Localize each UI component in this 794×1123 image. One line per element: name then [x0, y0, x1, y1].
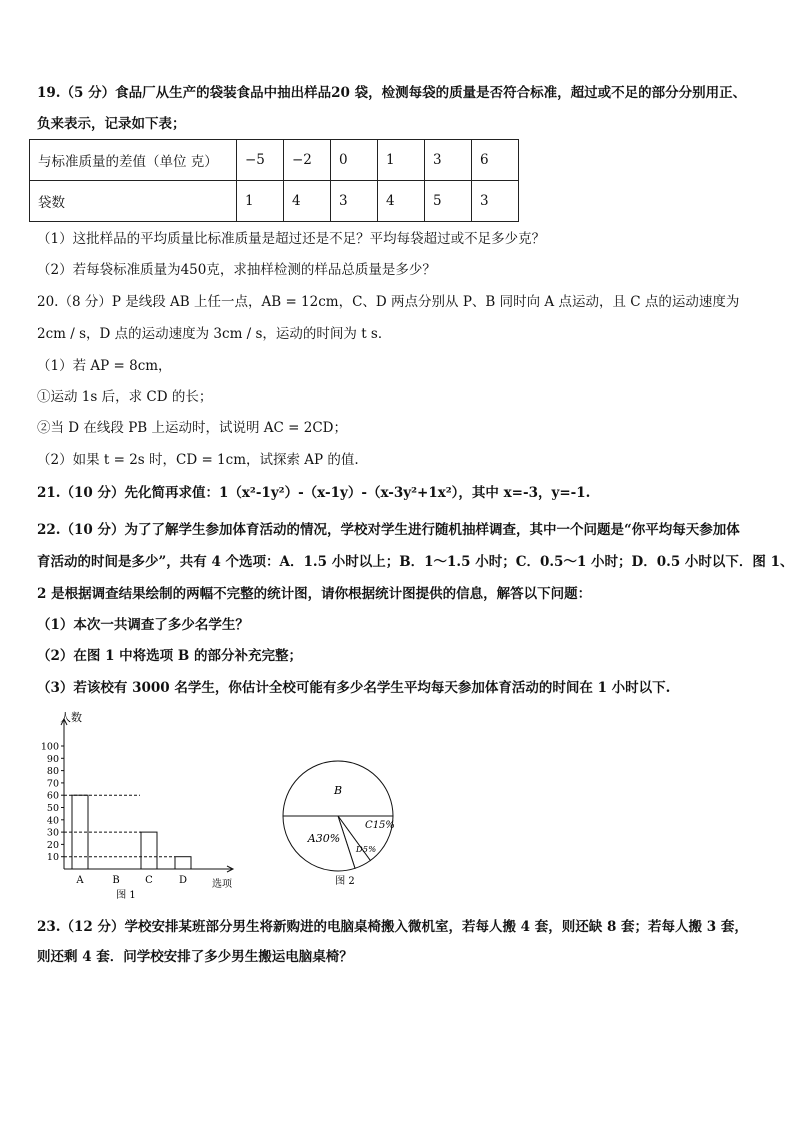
q22-sub2: （2）在图 1 中将选项 B 的部分补充完整；	[37, 648, 302, 664]
q20-sub1b: ②当 D 在线段 PB 上运动时，试说明 AC = 2CD；	[37, 420, 347, 436]
table-header-cell: 袋数	[30, 181, 237, 222]
q19-line1: 19.（5 分）食品厂从生产的袋装食品中抽出样品20 袋，检测每袋的质量是否符合标准，超过或不足的部分分别用正、	[37, 85, 747, 101]
q19-sub1: （1）这批样品的平均质量比标准质量是超过还是不足？平均每袋超过或不足多少克？	[37, 231, 546, 247]
table-cell: 6	[472, 140, 519, 181]
y-tick-label: 90	[46, 753, 59, 765]
x-tick-label: A	[76, 875, 84, 886]
bar	[141, 832, 157, 869]
q22-line2: 育活动的时间是多少”，共有 4 个选项：A．1.5 小时以上；B．1～1.5 小时；C．0.5～1 小时；D．0.5 小时以下．图 1、	[37, 554, 794, 570]
q20-sub1: （1）若 AP = 8cm，	[37, 358, 172, 374]
q21-line1: 21.（10 分）先化简再求值：1（x²-1y²）-（x-1y）-（x-3y²+1x²），其中 x=-3，y=-1.	[37, 485, 591, 501]
pie-label-a: A30%	[307, 832, 341, 845]
table-cell: 3	[331, 181, 378, 222]
y-tick-label: 40	[46, 815, 59, 827]
table-cell: 5	[425, 181, 472, 222]
q20-sub2: （2）如果 t = 2s 时，CD = 1cm，试探索 AP 的值.	[37, 452, 359, 468]
q20-line1: 20.（8 分）P 是线段 AB 上任一点，AB = 12cm，C、D 两点分别从 P、B 同时向 A 点运动，且 C 点的运动速度为	[37, 294, 740, 310]
table-row	[30, 181, 519, 222]
x-tick-label: D	[178, 875, 188, 886]
table-cell: −2	[284, 140, 331, 181]
q20-line2: 2cm / s，D 点的运动速度为 3cm / s，运动的时间为 t s．	[37, 326, 392, 342]
pie-label-b: B	[333, 784, 343, 797]
pie-label-c: C15%	[365, 820, 395, 831]
deviation-table	[29, 139, 519, 222]
y-tick-label: 30	[46, 827, 59, 839]
table-cell: 1	[237, 181, 284, 222]
q22-sub3: （3）若该校有 3000 名学生，你估计全校可能有多少名学生平均每天参加体育活动的时间在 1 小时以下.	[37, 680, 671, 696]
table-cell: 4	[378, 181, 425, 222]
y-tick-label: 70	[46, 778, 59, 790]
figure-caption: 图 1	[116, 890, 136, 901]
pie-label-d: D5%	[355, 845, 377, 855]
q23-line1: 23.（12 分）学校安排某班部分男生将新购进的电脑桌椅搬入微机室，若每人搬 4 套，则还缺 8 套；若每人搬 3 套，	[37, 919, 748, 935]
figure-caption: 图 2	[335, 876, 355, 887]
y-axis-label: 人数	[60, 711, 82, 724]
y-tick-label: 100	[40, 741, 59, 753]
x-tick-label: B	[112, 875, 120, 886]
q22-sub1: （1）本次一共调查了多少名学生？	[37, 617, 249, 633]
y-tick-label: 60	[46, 790, 59, 802]
q23-line2: 则还剩 4 套．问学校安排了多少男生搬运电脑桌椅？	[37, 949, 353, 965]
bar	[175, 857, 191, 869]
table-row	[30, 140, 519, 181]
q22-line1: 22.（10 分）为了了解学生参加体育活动的情况，学校对学生进行随机抽样调查，其中一个问题是“你平均每天参加体	[37, 522, 740, 538]
q19-sub2: （2）若每袋标准质量为450克，求抽样检测的样品总质量是多少？	[37, 262, 436, 278]
table-cell: 1	[378, 140, 425, 181]
q19-line2: 负来表示，记录如下表；	[37, 116, 186, 132]
y-tick-label: 10	[46, 852, 59, 864]
x-tick-label: C	[145, 875, 153, 886]
table-header-cell: 与标准质量的差值（单位 克）	[30, 140, 237, 181]
y-tick-label: 80	[46, 766, 59, 778]
table-cell: −5	[237, 140, 284, 181]
table-cell: 3	[425, 140, 472, 181]
q20-sub1a: ①运动 1s 后，求 CD 的长；	[37, 389, 213, 405]
y-tick-label: 50	[46, 803, 59, 814]
pie-chart-figure-2	[276, 758, 406, 893]
x-axis-label: 选项	[212, 879, 232, 890]
y-tick-label: 20	[46, 839, 59, 851]
table-cell: 0	[331, 140, 378, 181]
bar-chart-figure-1	[28, 704, 258, 904]
table-cell: 4	[284, 181, 331, 222]
table-cell: 3	[472, 181, 519, 222]
q22-line3: 2 是根据调查结果绘制的两幅不完整的统计图，请你根据统计图提供的信息，解答以下问题：	[37, 586, 592, 602]
